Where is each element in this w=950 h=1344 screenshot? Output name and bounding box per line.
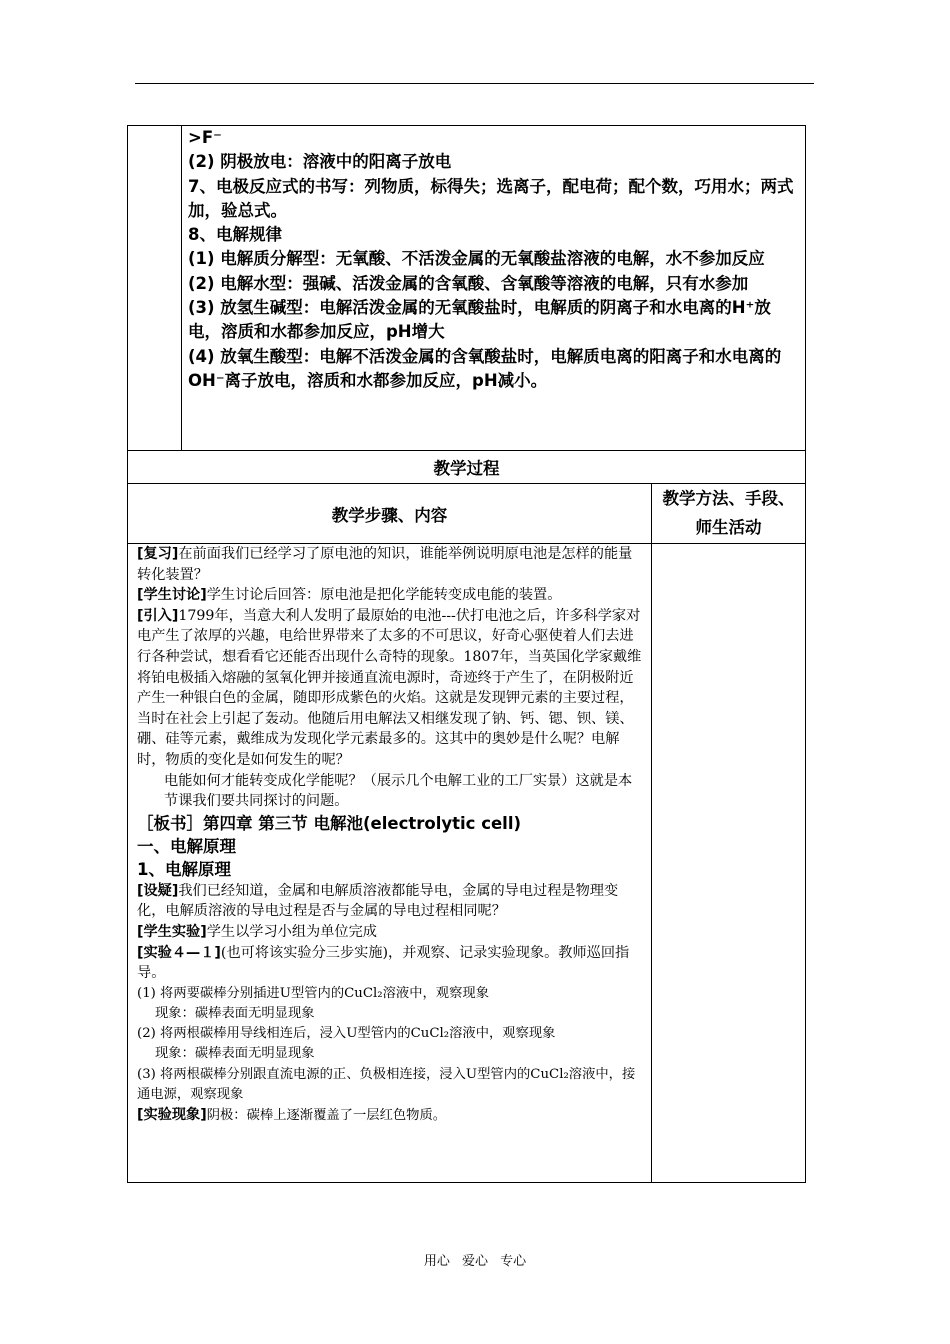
steps-column-header: 教学步骤、内容 [128, 484, 652, 543]
result-text: 阴极：碳棒上逐渐覆盖了一层红色物质。 [206, 1107, 447, 1123]
experiment41-paragraph [137, 943, 646, 984]
section-heading-2: 1、电解原理 [137, 859, 231, 879]
steps-content-cell [128, 544, 652, 1182]
experiment-tag: [学生实验] [137, 923, 207, 940]
step-2: (2) 将两根碳棒用导线相连后，浸入U型管内的CuCl₂溶液中，观察现象 [137, 1026, 556, 1042]
methods-content-cell [652, 544, 805, 1182]
intro-paragraph [137, 606, 646, 771]
experiment41-tag: [实验４—１] [137, 944, 221, 961]
summary-line: (3) 放氢生碱型：电解活泼金属的无氧酸盐时，电解质的阴离子和水电离的H⁺放电，溶质和水都参加反应，pH增大 [188, 298, 771, 342]
content-row [128, 544, 805, 1182]
summary-line: (2) 电解水型：强碱、活泼金属的含氧酸、含氧酸等溶液的电解，只有水参加 [188, 273, 749, 293]
experiment-text: 学生以学习小组为单位完成 [206, 923, 377, 940]
intro2-paragraph: 电能如何才能转变成化学能呢？（展示几个电解工业的工厂实景）这就是本节课我们要共同探讨的问题。 [164, 772, 633, 810]
lesson-table [127, 125, 806, 1183]
review-tag: [复习] [137, 546, 179, 562]
summary-line: 8、电解规律 [188, 225, 282, 245]
discuss-text: 学生讨论后回答：原电池是把化学能转变成电能的装置。 [206, 587, 562, 604]
section-heading-1: 一、电解原理 [137, 836, 236, 856]
summary-line: (4) 放氧生酸型：电解不活泼金属的含氧酸盐时，电解质电离的阳离子和水电离的OH⁻离子放电，溶质和水都参加反应，pH减小。 [188, 346, 782, 390]
step-3: (3) 将两根碳棒分别跟直流电源的正、负极相连接，浸入U型管内的CuCl₂溶液中，接通电源，观察现象 [137, 1066, 636, 1102]
column-header-row [128, 484, 805, 544]
review-text: 在前面我们已经学习了原电池的知识，谁能举例说明原电池是怎样的能量转化装置？ [137, 546, 633, 583]
question-paragraph [137, 881, 646, 922]
header-rule [135, 83, 814, 84]
step-1: (1) 将两要碳棒分别插进U型管内的CuCl₂溶液中，观察现象 [137, 985, 489, 1001]
summary-line: (2) 阴极放电：溶液中的阳离子放电 [188, 152, 452, 172]
page-footer: 用心 爱心 专心 [423, 1254, 527, 1269]
step-2-observation: 现象：碳棒表面无明显现象 [155, 1046, 315, 1062]
experiment41-text: (也可将该实验分三步实施)，并观察、记录实验现象。教师巡回指导。 [137, 944, 630, 982]
experiment-paragraph [137, 922, 646, 943]
result-paragraph [137, 1105, 646, 1126]
section-header: 教学过程 [128, 451, 805, 484]
question-tag: [设疑] [137, 882, 179, 899]
review-paragraph [137, 544, 646, 585]
summary-line: >F⁻ [188, 128, 222, 147]
summary-row [128, 126, 805, 451]
step-1-observation: 现象：碳棒表面无明显现象 [155, 1005, 315, 1021]
result-tag: [实验现象] [137, 1106, 207, 1123]
discuss-tag: [学生讨论] [137, 587, 207, 604]
summary-line: (1) 电解质分解型：无氧酸、不活泼金属的无氧酸盐溶液的电解，水不参加反应 [188, 249, 765, 269]
intro-tag: [引入] [137, 607, 179, 624]
discuss-paragraph [137, 585, 646, 606]
methods-column-header: 教学方法、手段、师生活动 [662, 489, 795, 537]
intro-text: 1799年，当意大利人发明了最原始的电池---伏打电池之后，许多科学家对电产生了浓厚的兴趣，电给世界带来了太多的不可思议，好奇心驱使着人们去进行各种尝试，想看看它还能否出现什么奇特的现象。1807年，当英国化学家戴维将铂电极插入熔融的氢氧化钾并接通直流电源时，奇迹终于产生了，在阴极附近产生一种银白色的金属，随即形成紫色的火焰。这就是发现钾元素的主要过程，当时在社会上引起了轰动。他随后用电解法又相继发现了钠、钙、锶、钡、镁、硼、硅等元素，戴维成为发现化学元素最多的。这其中的奥妙是什么呢？电解时，物质的变化是如何发生的呢？ [137, 607, 642, 768]
summary-cell [182, 126, 805, 450]
question-text: 我们已经知道，金属和电解质溶液都能导电，金属的导电过程是物理变化，电解质溶液的导电过程是否与金属的导电过程相同呢？ [137, 882, 619, 920]
summary-line: 7、电极反应式的书写：列物质，标得失；选离子，配电荷；配个数，巧用水；两式加，验总式。 [188, 176, 794, 220]
summary-left-cell [128, 126, 182, 450]
board-heading: ［板书］第四章 第三节 电解池(electrolytic cell) [137, 813, 522, 833]
